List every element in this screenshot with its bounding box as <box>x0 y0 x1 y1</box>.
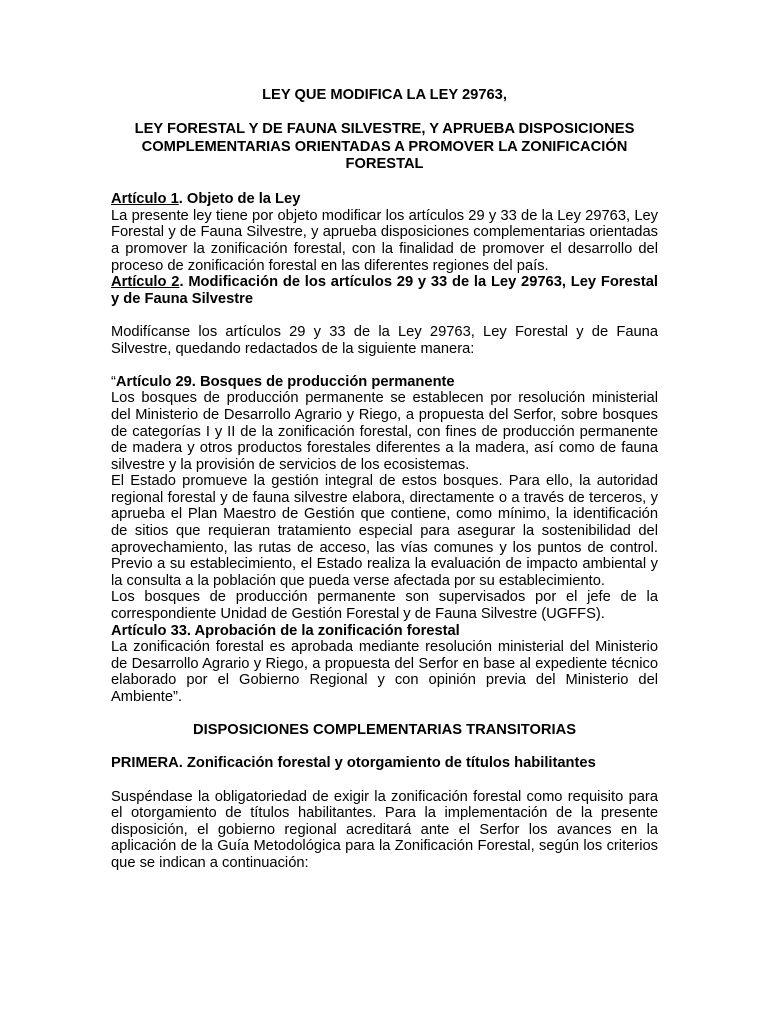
article-29-paragraph-3: Los bosques de producción permanente son supervisados por el jefe de la correspondiente Unidad de Gestión Forestal y de Fauna Silvestre (UGFFS). <box>111 589 658 623</box>
spacer <box>111 739 658 756</box>
article-1-body: La presente ley tiene por objeto modificar los artículos 29 y 33 de la Ley 29763, Ley Forestal y de Fauna Silvestre, y aprueba disposiciones complementarias orientadas a promover la zonificación forestal, con la finalidad de promover el desarrollo del proceso de zonificación forestal en las diferentes regiones del país. <box>111 207 658 274</box>
article-2-heading <box>111 274 658 307</box>
article-2-body: Modifícanse los artículos 29 y 33 de la Ley 29763, Ley Forestal y de Fauna Silvestre, quedando redactados de la siguiente manera: <box>111 323 658 357</box>
article-29-paragraph-1: Los bosques de producción permanente se establecen por resolución ministerial del Ministerio de Desarrollo Agrario y Riego, a propuesta del Serfor, sobre bosques de categorías I y II de la zonificación forestal, con fines de producción permanente de madera y otros productos forestales diferentes a la madera, así como de fauna silvestre y la provisión de servicios de los ecosistemas. <box>111 390 658 473</box>
law-title: LEY QUE MODIFICA LA LEY 29763, <box>262 87 507 103</box>
article-33-body: La zonificación forestal es aprobada mediante resolución ministerial del Ministerio de Desarrollo Agrario y Riego, a propuesta del Serfor en base al expediente técnico elaborado por el Gobierno Regional y con opinión previa del Ministerio del Ambiente”. <box>111 639 658 705</box>
opening-quote: “ <box>111 373 116 390</box>
primera-body: Suspéndase la obligatoriedad de exigir la zonificación forestal como requisito para el otorgamiento de títulos habilitantes. Para la implementación de la presente disposición, el gobierno regional acreditará ante el Serfor los avances en la aplicación de la Guía Metodológica para la Zonificación Forestal, según los criterios que se indican a continuación: <box>111 788 658 871</box>
spacer <box>111 357 658 374</box>
article-29-title: Artículo 29. Bosques de producción permanente <box>115 373 455 390</box>
article-1-heading <box>111 191 658 208</box>
spacer <box>111 307 658 324</box>
spacer <box>111 772 658 789</box>
article-2-title: . Modificación de los artículos 29 y 33 de la Ley 29763, Ley Forestal y de Fauna Silvestre <box>111 274 658 307</box>
article-2-label: Artículo 2 <box>111 274 180 291</box>
law-subtitle: LEY FORESTAL Y DE FAUNA SILVESTRE, Y APRUEBA DISPOSICIONES COMPLEMENTARIAS ORIENTADAS A PROMOVER LA ZONIFICACIÓN FORESTAL <box>134 121 635 172</box>
article-29-heading <box>111 374 658 391</box>
section-heading: DISPOSICIONES COMPLEMENTARIAS TRANSITORIAS <box>193 722 576 739</box>
article-33-heading: Artículo 33. Aprobación de la zonificación forestal <box>111 622 460 639</box>
primera-heading: PRIMERA. Zonificación forestal y otorgamiento de títulos habilitantes <box>111 755 596 772</box>
article-1-label: Artículo 1 <box>111 191 179 208</box>
article-1-title: . Objeto de la Ley <box>178 191 301 208</box>
article-29-paragraph-2: El Estado promueve la gestión integral de estos bosques. Para ello, la autoridad regional forestal y de fauna silvestre elabora, directamente o a través de terceros, y aprueba el Plan Maestro de Gestión que contiene, como mínimo, la identificación de sitios que requieran tratamiento especial para asegurar la sostenibilidad del aprovechamiento, las rutas de acceso, las vías comunes y los puntos de control. Previo a su establecimiento, el Estado realiza la evaluación de impacto ambiental y la consulta a la población que pueda verse afectada por su establecimiento. <box>111 473 658 589</box>
spacer <box>111 706 658 723</box>
